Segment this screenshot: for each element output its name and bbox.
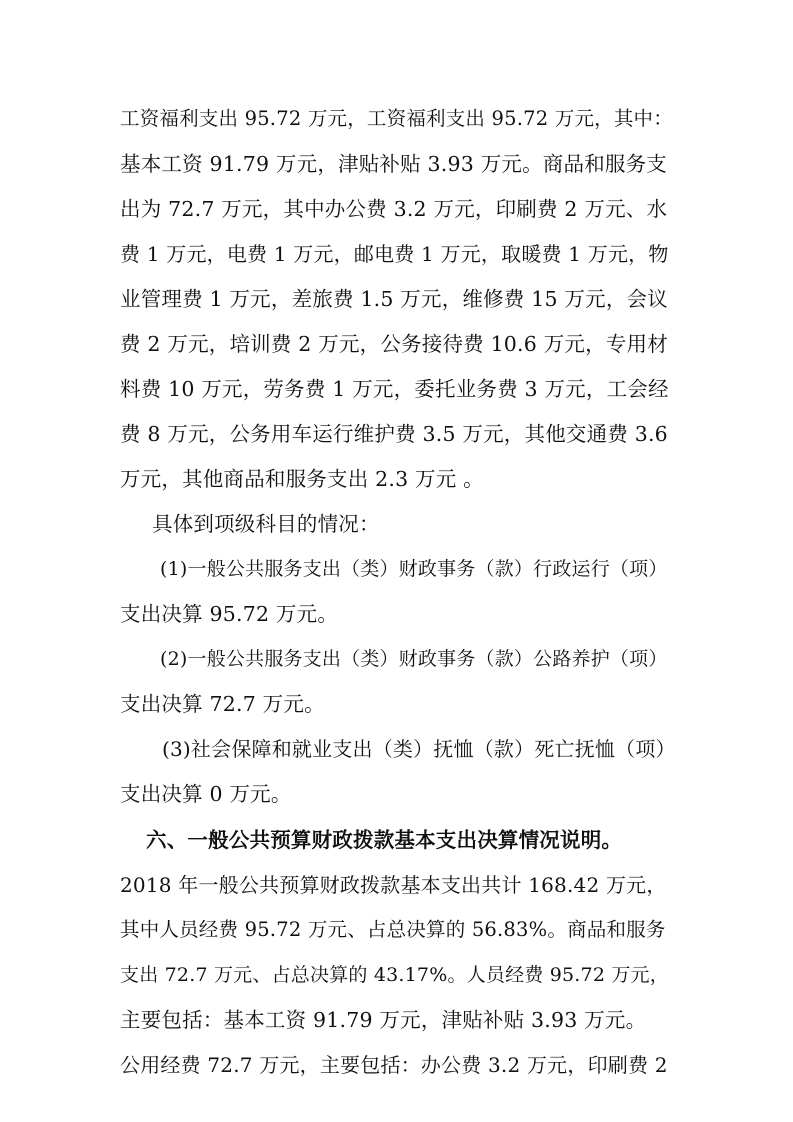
list-item-line: 支出决算 72.7 万元。	[120, 692, 325, 716]
paragraph-line: 费 8 万元，公务用车运行维护费 3.5 万元，其他交通费 3.6	[120, 422, 668, 446]
paragraph-line: 费 1 万元，电费 1 万元，邮电费 1 万元，取暖费 1 万元，物	[120, 242, 669, 266]
paragraph-line: 业管理费 1 万元，差旅费 1.5 万元，维修费 15 万元，会议	[120, 287, 668, 311]
paragraph-line: 主要包括：基本工资 91.79 万元，津贴补贴 3.93 万元。	[120, 1008, 647, 1032]
list-item-line: 支出决算 95.72 万元。	[120, 602, 339, 626]
paragraph-line: 工资福利支出 95.72 万元，工资福利支出 95.72 万元，其中：	[120, 107, 673, 130]
list-item-line: (1)一般公共服务支出（类）财政事务（款）行政运行（项）	[160, 558, 668, 580]
section-heading: 六、一般公共预算财政拨款基本支出决算情况说明。	[146, 828, 623, 852]
paragraph-line: 其中人员经费 95.72 万元、占总决算的 56.83%。商品和服务	[120, 918, 666, 941]
paragraph-line: 支出 72.7 万元、占总决算的 43.17%。人员经费 95.72 万元，	[120, 964, 669, 986]
list-item-line: (3)社会保障和就业支出（类）抚恤（款）死亡抚恤（项）	[162, 737, 676, 761]
paragraph-line: 费 2 万元，培训费 2 万元，公务接待费 10.6 万元，专用材	[120, 332, 668, 356]
section-intro-line: 具体到项级科目的情况：	[152, 512, 380, 536]
paragraph-line: 基本工资 91.79 万元，津贴补贴 3.93 万元。商品和服务支	[120, 152, 667, 176]
paragraph-line: 料费 10 万元，劳务费 1 万元，委托业务费 3 万元，工会经	[120, 377, 669, 401]
paragraph-line: 万元，其他商品和服务支出 2.3 万元 。	[120, 467, 484, 491]
paragraph-line: 公用经费 72.7 万元，主要包括：办公费 3.2 万元，印刷费 2	[120, 1053, 668, 1077]
paragraph-line: 出为 72.7 万元，其中办公费 3.2 万元，印刷费 2 万元、水	[120, 197, 668, 221]
paragraph-line: 2018 年一般公共预算财政拨款基本支出共计 168.42 万元，	[120, 873, 667, 897]
list-item-line: 支出决算 0 万元。	[120, 782, 292, 806]
list-item-line: (2)一般公共服务支出（类）财政事务（款）公路养护（项）	[160, 648, 668, 670]
